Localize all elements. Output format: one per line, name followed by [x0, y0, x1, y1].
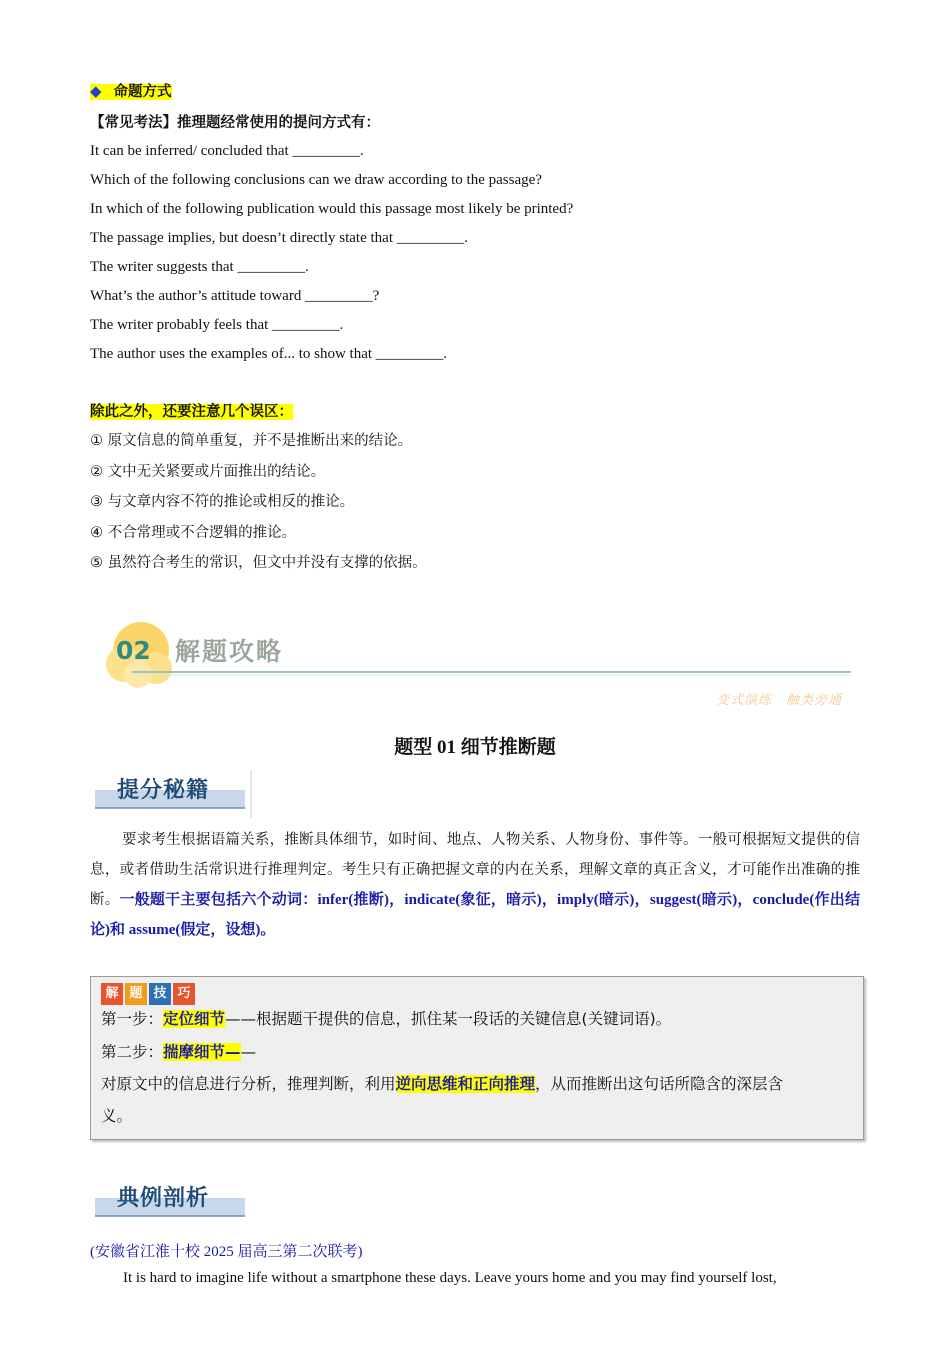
tip-badges	[101, 983, 195, 1005]
intro-paragraph	[90, 825, 860, 945]
question-line: It can be inferred/ concluded that _________.	[90, 143, 364, 159]
tip-badge: 题	[125, 983, 147, 1005]
question-line: The writer suggests that _________.	[90, 259, 309, 275]
tip-box	[90, 976, 864, 1140]
tip-badge: 解	[101, 983, 123, 1005]
intro-text: 要求考生根据语篇关系，推断具体细节，如时间、地点、人物关系、人物身份、事件等。一般可根据短文提供的信息，或者借助生活常识进行推理判定。考生只有正确把握文章的内在关系，理解文章的真正含义，才可能作出准确的推断。	[90, 832, 860, 908]
tips-tag	[95, 770, 245, 814]
question-type-title: 题型 01 细节推断题	[394, 737, 556, 758]
warning-item: ① 原文信息的简单重复，并不是推断出来的结论。	[90, 433, 413, 449]
tip-step-3-end: 义。	[101, 1107, 133, 1125]
question-line: What’s the author’s attitude toward _________?	[90, 288, 380, 304]
example-tag-label: 典例剖析	[117, 1186, 210, 1211]
intro-emphasis: 一般题干主要包括六个动词：infer(推断)，indicate(象征，暗示)，imply(暗示)，suggest(暗示)，conclude(作出结论)和 assume(假定，设想)。	[90, 892, 861, 938]
section-heading	[90, 80, 172, 101]
warning-item: ⑤ 虽然符合考生的常识，但文中并没有支撑的依据。	[90, 555, 427, 571]
question-line: The author uses the examples of... to show that _________.	[90, 346, 448, 362]
tip-step-2: 第二步：揣摩细节——	[101, 1043, 257, 1061]
tip-badge: 巧	[173, 983, 195, 1005]
question-line: Which of the following conclusions can we draw according to the passage?	[90, 172, 542, 188]
tip-step-3: 对原文中的信息进行分析，推理判断，利用逆向思维和正向推理，从而推断出这句话所隐含的深层含	[101, 1075, 784, 1093]
tip-badge: 技	[149, 983, 171, 1005]
warning-heading: 除此之外，还要注意几个误区：	[90, 404, 293, 420]
diamond-icon: ◆	[90, 84, 102, 100]
question-line: In which of the following publication would this passage most likely be printed?	[90, 201, 574, 217]
passage-text: It is hard to imagine life without a smartphone these days. Leave yours home and you may find yourself lost,	[123, 1270, 777, 1286]
question-line: The writer probably feels that _________.	[90, 317, 344, 333]
banner-title: 解题攻略	[175, 637, 284, 666]
warning-item: ③ 与文章内容不符的推论或相反的推论。	[90, 494, 355, 510]
example-tag	[95, 1178, 245, 1222]
banner-tagline: 变式演练 触类旁通	[716, 693, 843, 708]
section-heading-text: 命题方式	[113, 84, 172, 100]
tip-step-1: 第一步：定位细节——根据题干提供的信息，抓住某一段话的关键信息(关键词语)。	[101, 1010, 672, 1028]
subheading: 【常见考法】推理题经常使用的提问方式有：	[90, 115, 380, 131]
tips-tag-label: 提分秘籍	[117, 778, 210, 803]
warning-item: ② 文中无关紧要或片面推出的结论。	[90, 464, 326, 480]
example-source: (安徽省江淮十校 2025 届高三第二次联考)	[90, 1244, 363, 1260]
warning-item: ④ 不合常理或不合逻辑的推论。	[90, 525, 297, 541]
question-line: The passage implies, but doesn’t directly state that _________.	[90, 230, 468, 246]
banner-number: 02	[116, 636, 151, 665]
